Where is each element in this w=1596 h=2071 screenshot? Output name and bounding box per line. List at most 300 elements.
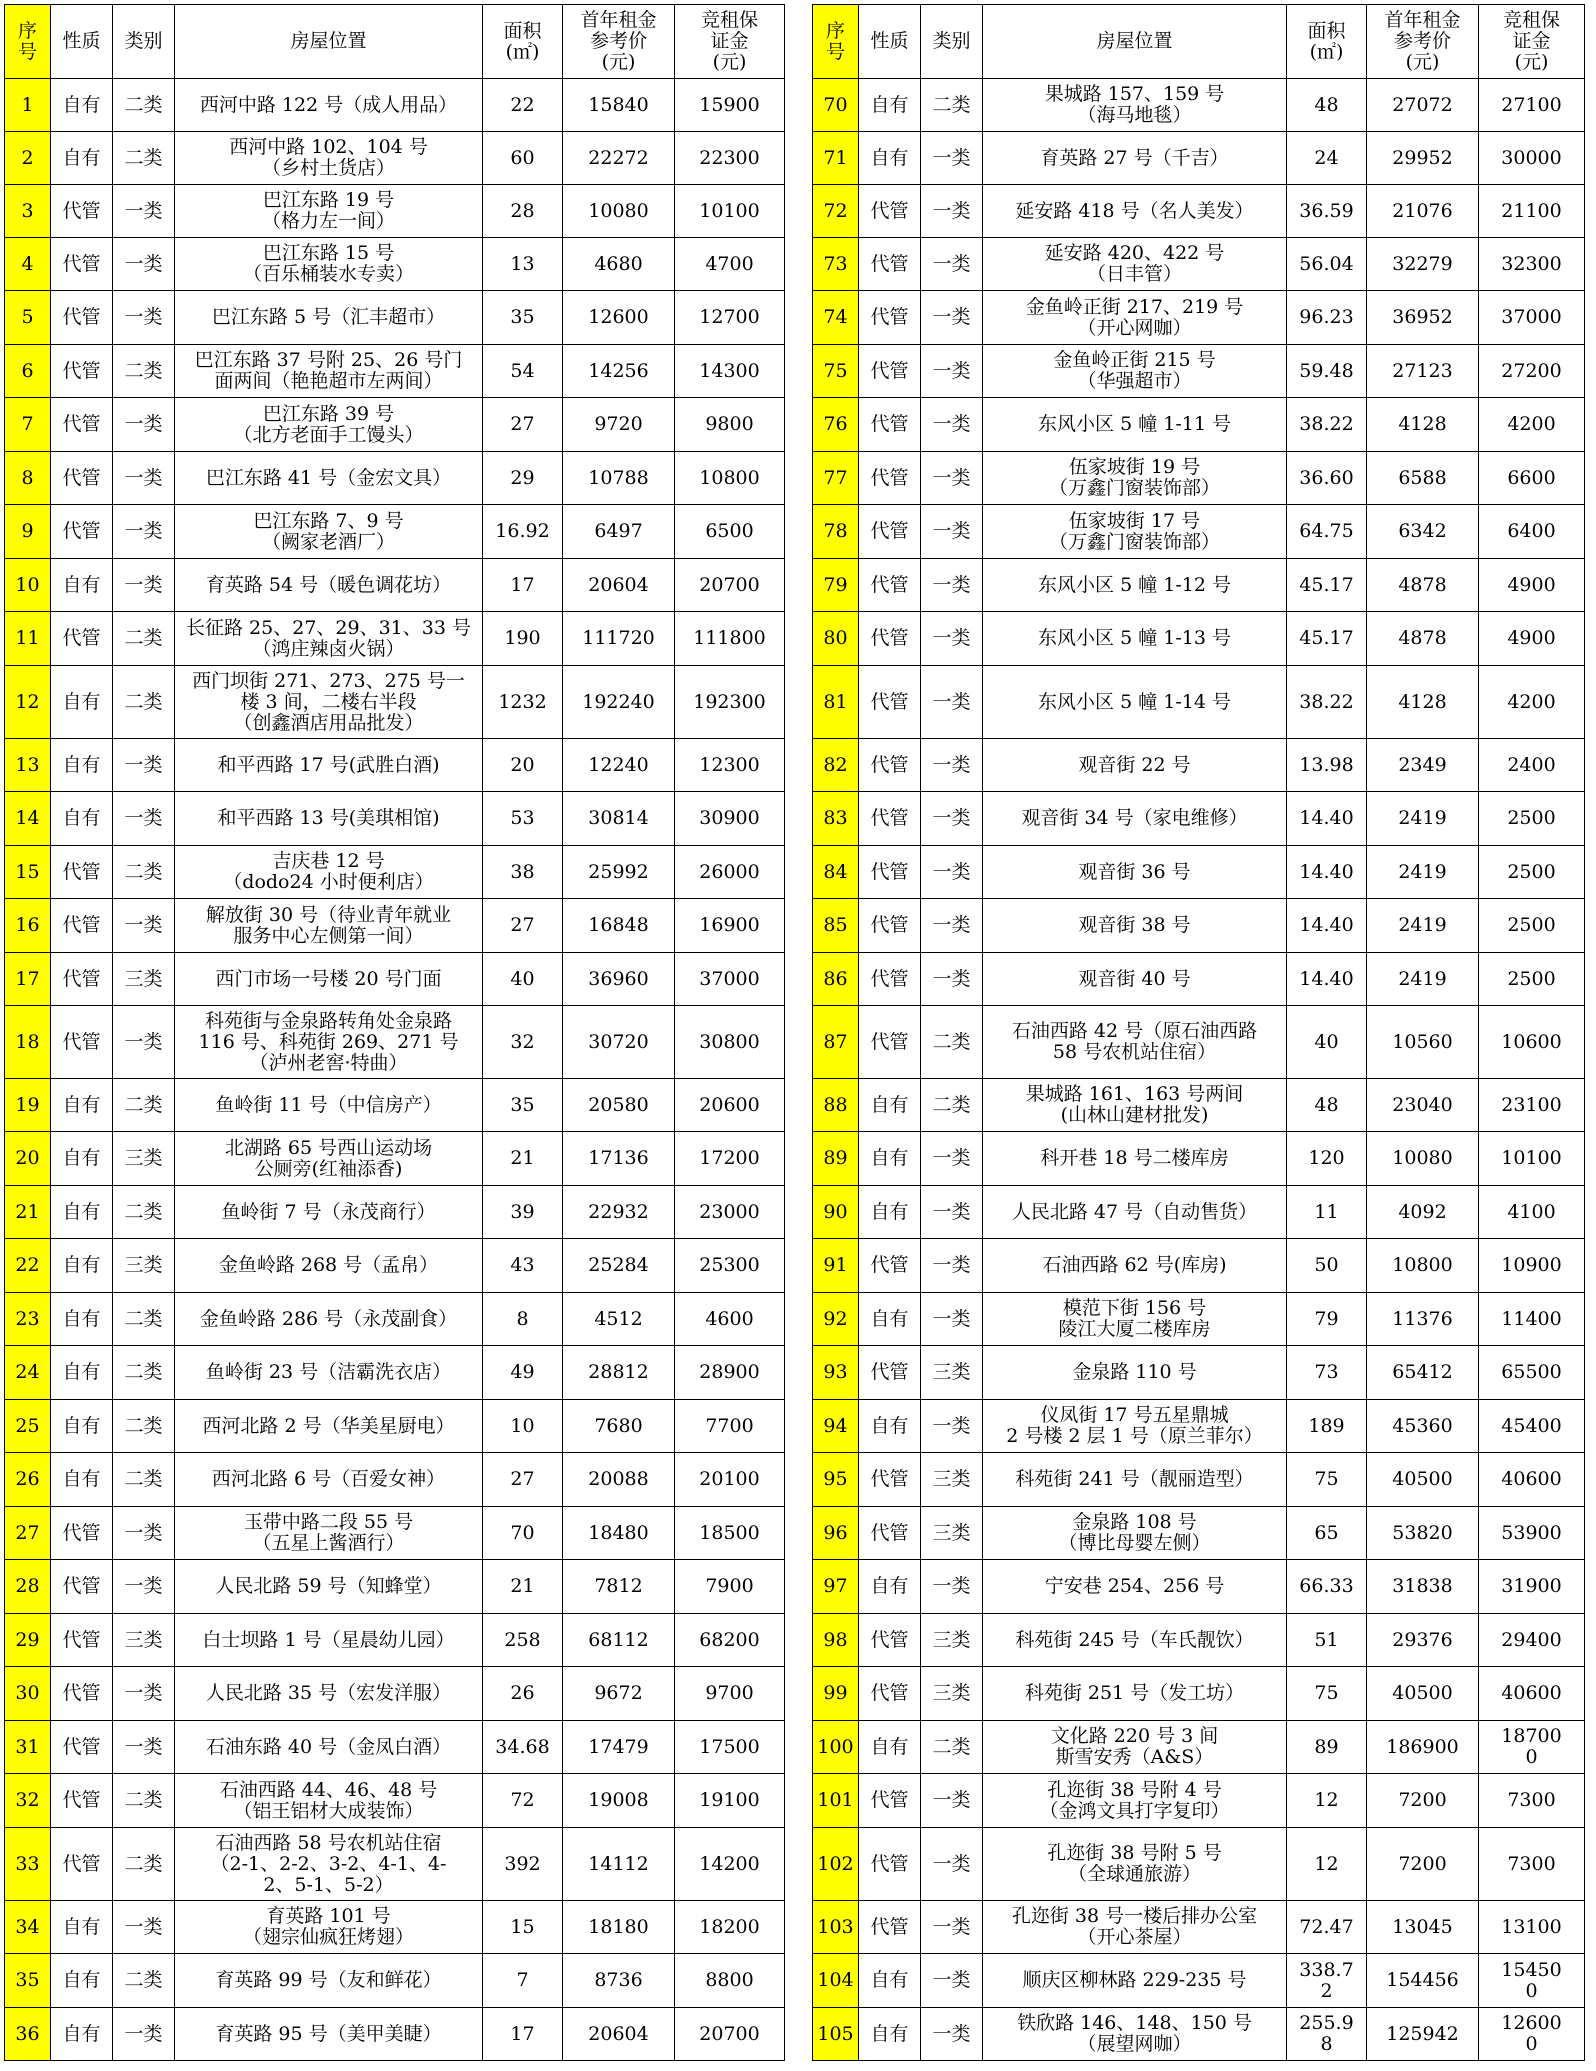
- table-row: [5, 452, 785, 505]
- cell-nature: [51, 666, 113, 739]
- cell-area: [1287, 1400, 1367, 1453]
- cell-category-text: 三类: [124, 967, 163, 990]
- cell-location-text: 科苑街 251 号（发工坊）: [1024, 1682, 1245, 1704]
- cell-area-text: 43: [510, 1254, 535, 1276]
- cell-area: [483, 345, 563, 398]
- cell-category-text: 二类: [124, 359, 163, 382]
- cell-seq-text: 5: [21, 306, 34, 328]
- cell-area-text: 34.68: [495, 1735, 550, 1758]
- cell-category: [921, 1400, 983, 1453]
- cell-area: [483, 1293, 563, 1346]
- cell-location: [175, 79, 483, 132]
- cell-rent-text: 27123: [1392, 359, 1453, 382]
- cell-area: [483, 1721, 563, 1774]
- rental-table-right: [812, 4, 1585, 2061]
- cell-category-text: 一类: [124, 573, 163, 596]
- cell-rent-text: 68112: [588, 1628, 649, 1651]
- cell-location: [983, 1453, 1287, 1507]
- cell-nature: [859, 846, 921, 899]
- cell-category: [113, 345, 175, 398]
- cell-nature: [51, 1901, 113, 1954]
- cell-deposit: [675, 79, 785, 132]
- cell-deposit: [1479, 1346, 1585, 1400]
- cell-deposit: [675, 291, 785, 345]
- cell-location-text: 育英路 101 号 （翅宗仙疯狂烤翅）: [242, 1905, 414, 1948]
- cell-location-text: 孔迩街 38 号一楼后排办公室 （开心茶屋）: [1011, 1905, 1258, 1948]
- cell-category-text: 二类: [124, 1307, 163, 1330]
- cell-area: [483, 953, 563, 1006]
- cell-area: [483, 238, 563, 291]
- cell-nature: [859, 953, 921, 1006]
- cell-deposit-text: 6500: [705, 520, 754, 542]
- cell-category: [113, 1614, 175, 1667]
- cell-rent: [1367, 1186, 1479, 1239]
- cell-category-text: 一类: [932, 413, 971, 435]
- cell-nature-text: 代管: [870, 359, 909, 382]
- cell-nature: [859, 1721, 921, 1774]
- cell-seq: [5, 291, 51, 345]
- cell-location: [175, 1721, 483, 1774]
- cell-category: [921, 1560, 983, 1614]
- cell-area: [483, 185, 563, 238]
- cell-deposit: [675, 1293, 785, 1346]
- cell-location: [983, 2008, 1287, 2061]
- cell-category-text: 一类: [932, 1789, 971, 1811]
- cell-rent: [563, 846, 675, 899]
- cell-nature-text: 自有: [62, 1200, 101, 1223]
- cell-seq: [5, 1079, 51, 1132]
- header-row: [813, 5, 1585, 79]
- cell-location: [983, 1293, 1287, 1346]
- cell-deposit: [1479, 1667, 1585, 1721]
- cell-area-text: 75: [1314, 1682, 1339, 1704]
- cell-category: [921, 1186, 983, 1239]
- cell-rent-text: 6588: [1398, 466, 1447, 489]
- cell-category: [113, 1954, 175, 2008]
- cell-rent: [563, 1560, 675, 1614]
- cell-location: [983, 1828, 1287, 1901]
- cell-category: [113, 1186, 175, 1239]
- cell-location-text: 巴江东路 41 号（金宏文具）: [205, 466, 452, 489]
- cell-seq-text: 89: [823, 1147, 848, 1169]
- cell-area: [483, 1079, 563, 1132]
- cell-location-text: 白士坝路 1 号（星晨幼儿园）: [202, 1628, 455, 1651]
- cell-nature: [859, 79, 921, 132]
- cell-deposit: [1479, 1721, 1585, 1774]
- cell-location-text: 金泉路 110 号: [1072, 1361, 1197, 1383]
- cell-seq: [5, 1828, 51, 1901]
- cell-deposit: [675, 452, 785, 505]
- cell-seq-text: 31: [15, 1735, 40, 1758]
- cell-seq: [813, 792, 859, 846]
- cell-deposit: [675, 1614, 785, 1667]
- cell-rent-text: 2419: [1398, 860, 1447, 883]
- table-row: [813, 1954, 1585, 2008]
- cell-nature-text: 自有: [870, 1575, 909, 1597]
- cell-nature: [859, 1006, 921, 1079]
- cell-rent-text: 4128: [1398, 690, 1447, 713]
- cell-deposit-text: 4100: [1507, 1200, 1556, 1223]
- cell-location: [983, 345, 1287, 398]
- cell-seq-text: 73: [823, 252, 848, 275]
- cell-location: [983, 1507, 1287, 1560]
- cell-seq: [813, 398, 859, 452]
- cell-location-text: 观音街 22 号: [1078, 753, 1191, 776]
- cell-nature: [51, 1079, 113, 1132]
- cell-rent-text: 186900: [1386, 1735, 1459, 1758]
- cell-location-text: 西门市场一号楼 20 号门面: [215, 967, 442, 990]
- cell-seq-text: 2: [21, 146, 34, 169]
- cell-location-text: 育英路 54 号（暖色调花坊）: [205, 573, 452, 596]
- cell-category: [921, 1079, 983, 1132]
- cell-nature: [51, 1346, 113, 1400]
- cell-category: [921, 1346, 983, 1400]
- cell-deposit: [1479, 2008, 1585, 2061]
- table-row: [813, 1293, 1585, 1346]
- cell-category-text: 一类: [932, 753, 971, 776]
- cell-rent-text: 25992: [588, 860, 649, 883]
- cell-seq-text: 36: [15, 2022, 40, 2045]
- cell-location: [175, 1293, 483, 1346]
- cell-nature-text: 自有: [870, 1200, 909, 1223]
- cell-category: [921, 846, 983, 899]
- cell-area: [1287, 1006, 1367, 1079]
- cell-rent-text: 17479: [588, 1735, 649, 1758]
- cell-location: [983, 953, 1287, 1006]
- cell-rent: [1367, 1667, 1479, 1721]
- cell-area: [1287, 1346, 1367, 1400]
- cell-area: [483, 1954, 563, 2008]
- cell-nature-text: 代管: [870, 1254, 909, 1276]
- cell-location: [175, 1560, 483, 1614]
- cell-category-text: 二类: [124, 146, 163, 169]
- cell-nature: [859, 1560, 921, 1614]
- cell-deposit: [1479, 1774, 1585, 1828]
- cell-area-text: 14.40: [1299, 860, 1354, 883]
- cell-seq-text: 13: [15, 753, 40, 776]
- cell-rent-text: 4680: [594, 252, 643, 275]
- table-row: [5, 1507, 785, 1560]
- cell-deposit-text: 32300: [1501, 252, 1562, 275]
- cell-area-text: 72.47: [1299, 1915, 1354, 1938]
- cell-category: [113, 1400, 175, 1453]
- cell-deposit: [1479, 1614, 1585, 1667]
- cell-rent: [563, 612, 675, 666]
- cell-nature: [859, 899, 921, 953]
- cell-seq: [813, 2008, 859, 2061]
- cell-rent-text: 22932: [588, 1200, 649, 1223]
- cell-deposit-text: 10800: [699, 466, 760, 489]
- cell-rent-text: 19008: [588, 1789, 649, 1811]
- cell-area-text: 48: [1314, 93, 1339, 116]
- cell-location: [983, 1721, 1287, 1774]
- cell-nature: [859, 1239, 921, 1293]
- cell-seq: [5, 345, 51, 398]
- cell-area: [1287, 1560, 1367, 1614]
- cell-nature-text: 自有: [870, 1147, 909, 1169]
- cell-area-text: 51: [1314, 1628, 1339, 1651]
- cell-rent-text: 10560: [1392, 1030, 1453, 1053]
- table-row: [5, 559, 785, 612]
- cell-seq: [5, 846, 51, 899]
- cell-deposit: [1479, 739, 1585, 792]
- cell-area: [483, 792, 563, 846]
- cell-location-text: 育英路 99 号（友和鲜花）: [215, 1969, 442, 1991]
- cell-rent: [1367, 398, 1479, 452]
- cell-location: [175, 1346, 483, 1400]
- cell-location-text: 和平西路 13 号(美琪相馆): [217, 807, 440, 829]
- cell-nature: [51, 345, 113, 398]
- cell-deposit-text: 12600 0: [1501, 2012, 1562, 2055]
- cell-rent: [563, 1079, 675, 1132]
- table-row: [5, 2008, 785, 2061]
- cell-rent-text: 31838: [1392, 1575, 1453, 1597]
- cell-location-text: 西门坝街 271、273、275 号一 楼 3 间，二楼右半段 （创鑫酒店用品批发）: [192, 669, 465, 734]
- table-row: [813, 1400, 1585, 1453]
- cell-seq: [5, 953, 51, 1006]
- table-row: [813, 899, 1585, 953]
- cell-rent-text: 4512: [594, 1307, 643, 1330]
- cell-seq: [813, 238, 859, 291]
- cell-nature: [859, 1453, 921, 1507]
- cell-category-text: 三类: [932, 1682, 971, 1704]
- cell-location: [175, 1453, 483, 1507]
- cell-rent: [1367, 1132, 1479, 1186]
- cell-nature-text: 自有: [62, 1307, 101, 1330]
- cell-category-text: 一类: [932, 914, 971, 936]
- cell-category-text: 二类: [124, 627, 163, 649]
- cell-category: [921, 666, 983, 739]
- cell-nature: [51, 291, 113, 345]
- table-row: [813, 505, 1585, 559]
- cell-rent-text: 11376: [1392, 1307, 1453, 1330]
- table-row: [5, 1560, 785, 1614]
- cell-location: [175, 291, 483, 345]
- cell-location: [175, 612, 483, 666]
- cell-seq-text: 32: [15, 1789, 40, 1811]
- cell-category-text: 一类: [932, 1852, 971, 1875]
- cell-area: [1287, 1954, 1367, 2008]
- cell-location: [983, 1774, 1287, 1828]
- table-row: [813, 185, 1585, 238]
- cell-location-text: 西河中路 102、104 号 （乡村土货店）: [229, 136, 428, 179]
- cell-category: [113, 1239, 175, 1293]
- cell-deposit-text: 30800: [699, 1030, 760, 1053]
- cell-seq-text: 6: [21, 359, 34, 382]
- cell-deposit-text: 45400: [1501, 1414, 1562, 1437]
- cell-nature: [859, 612, 921, 666]
- cell-rent-text: 30720: [588, 1030, 649, 1053]
- cell-category: [921, 452, 983, 505]
- cell-nature: [51, 739, 113, 792]
- cell-location-text: 金鱼岭正街 217、219 号 （开心网咖）: [1025, 295, 1244, 339]
- cell-rent: [563, 452, 675, 505]
- cell-category: [921, 739, 983, 792]
- cell-category: [113, 2008, 175, 2061]
- cell-seq-text: 81: [823, 690, 848, 713]
- cell-location: [983, 1614, 1287, 1667]
- cell-area-text: 48: [1314, 1093, 1339, 1116]
- cell-category-text: 二类: [124, 690, 163, 713]
- cell-area-text: 255.9 8: [1299, 2012, 1354, 2055]
- cell-category-text: 二类: [932, 1093, 971, 1116]
- cell-area-text: 66.33: [1299, 1575, 1354, 1597]
- cell-seq-text: 15: [15, 860, 40, 883]
- cell-rent: [1367, 238, 1479, 291]
- cell-location-text: 延安路 420、422 号 （日丰管）: [1044, 242, 1225, 285]
- cell-area-text: 79: [1314, 1307, 1339, 1330]
- table-row: [5, 792, 785, 846]
- cell-seq-text: 23: [15, 1307, 40, 1330]
- cell-rent-text: 7680: [594, 1414, 643, 1437]
- header-area: 面积 (㎡): [483, 5, 563, 79]
- cell-nature: [51, 1453, 113, 1507]
- cell-seq: [5, 1400, 51, 1453]
- cell-nature: [51, 846, 113, 899]
- cell-category: [921, 1774, 983, 1828]
- cell-deposit: [675, 1239, 785, 1293]
- cell-seq-text: 4: [21, 252, 34, 275]
- cell-seq: [5, 1132, 51, 1186]
- cell-rent-text: 20604: [588, 573, 649, 596]
- cell-seq-text: 17: [15, 967, 40, 990]
- cell-deposit-text: 2500: [1507, 914, 1556, 936]
- cell-location-text: 巴江东路 7、9 号 （阙家老酒厂）: [253, 509, 404, 553]
- cell-nature-text: 代管: [870, 199, 909, 222]
- cell-deposit-text: 40600: [1501, 1468, 1562, 1490]
- cell-nature-text: 代管: [62, 252, 101, 275]
- cell-category-text: 二类: [932, 1030, 971, 1053]
- cell-deposit-text: 9700: [705, 1682, 754, 1704]
- cell-rent: [563, 1400, 675, 1453]
- cell-area-text: 45.17: [1299, 573, 1354, 596]
- cell-nature: [51, 1560, 113, 1614]
- cell-category-text: 二类: [124, 1361, 163, 1383]
- cell-category-text: 三类: [124, 1628, 163, 1651]
- cell-location-text: 观音街 34 号（家电维修）: [1021, 807, 1248, 829]
- cell-area-text: 189: [1308, 1414, 1345, 1437]
- cell-seq-text: 26: [15, 1468, 40, 1490]
- cell-location: [175, 1006, 483, 1079]
- cell-location-text: 人民北路 59 号（知蜂堂）: [215, 1575, 442, 1597]
- cell-location-text: 鱼岭街 7 号（永茂商行）: [221, 1200, 436, 1223]
- cell-location: [175, 1901, 483, 1954]
- cell-area: [1287, 612, 1367, 666]
- cell-category-text: 一类: [124, 466, 163, 489]
- cell-rent-text: 154456: [1386, 1969, 1459, 1991]
- cell-area: [483, 666, 563, 739]
- cell-nature-text: 自有: [62, 690, 101, 713]
- cell-seq-text: 27: [15, 1521, 40, 1544]
- cell-location: [983, 1079, 1287, 1132]
- cell-nature-text: 代管: [870, 1682, 909, 1704]
- header-seq: 序 号: [813, 5, 859, 79]
- cell-location: [175, 1079, 483, 1132]
- cell-category-text: 一类: [932, 466, 971, 489]
- cell-area-text: 14.40: [1299, 807, 1354, 829]
- cell-deposit-text: 2500: [1507, 807, 1556, 829]
- cell-category: [921, 1132, 983, 1186]
- table-row: [5, 1774, 785, 1828]
- cell-area-text: 11: [1314, 1200, 1339, 1223]
- cell-category: [113, 1828, 175, 1901]
- cell-category: [113, 1293, 175, 1346]
- cell-rent: [1367, 132, 1479, 185]
- cell-nature: [859, 398, 921, 452]
- cell-rent-text: 7200: [1398, 1789, 1447, 1811]
- cell-nature-text: 代管: [870, 1852, 909, 1875]
- table-row: [813, 1507, 1585, 1560]
- cell-deposit-text: 30900: [699, 807, 760, 829]
- cell-rent: [563, 1006, 675, 1079]
- cell-rent: [563, 1186, 675, 1239]
- cell-deposit: [675, 1954, 785, 2008]
- cell-category: [921, 345, 983, 398]
- cell-location: [983, 1560, 1287, 1614]
- cell-location: [175, 1400, 483, 1453]
- cell-nature: [859, 1400, 921, 1453]
- cell-seq: [813, 1239, 859, 1293]
- cell-category-text: 二类: [124, 1200, 163, 1223]
- cell-area-text: 258: [504, 1628, 541, 1651]
- cell-area-text: 65: [1314, 1521, 1339, 1544]
- cell-location-text: 育英路 27 号（千吉）: [1040, 146, 1229, 169]
- cell-category: [921, 792, 983, 846]
- cell-area-text: 7: [516, 1969, 529, 1991]
- cell-seq: [813, 1667, 859, 1721]
- cell-rent-text: 9720: [594, 413, 643, 435]
- cell-category: [921, 238, 983, 291]
- cell-location: [983, 398, 1287, 452]
- cell-deposit-text: 7300: [1507, 1852, 1556, 1875]
- cell-category-text: 三类: [124, 1254, 163, 1276]
- cell-seq: [5, 1560, 51, 1614]
- table-row: [813, 1560, 1585, 1614]
- cell-category: [113, 846, 175, 899]
- cell-deposit: [675, 1901, 785, 1954]
- table-row: [5, 1901, 785, 1954]
- cell-area-text: 21: [510, 1147, 535, 1169]
- cell-rent: [563, 1239, 675, 1293]
- cell-seq-text: 1: [21, 93, 34, 116]
- cell-area: [483, 1006, 563, 1079]
- cell-nature-text: 代管: [870, 690, 909, 713]
- cell-rent-text: 4128: [1398, 413, 1447, 435]
- cell-area: [1287, 1293, 1367, 1346]
- cell-rent: [1367, 185, 1479, 238]
- cell-category: [921, 899, 983, 953]
- cell-rent: [563, 899, 675, 953]
- cell-deposit-text: 14200: [699, 1852, 760, 1875]
- cell-nature-text: 代管: [870, 627, 909, 649]
- cell-seq: [5, 132, 51, 185]
- table-row: [813, 1006, 1585, 1079]
- cell-category: [113, 899, 175, 953]
- cell-location: [175, 2008, 483, 2061]
- cell-area-text: 190: [504, 627, 541, 649]
- cell-rent-text: 12600: [588, 306, 649, 328]
- cell-category-text: 一类: [932, 306, 971, 328]
- cell-category-text: 二类: [124, 1852, 163, 1875]
- cell-seq: [813, 666, 859, 739]
- cell-deposit: [1479, 1132, 1585, 1186]
- cell-category-text: 一类: [124, 1915, 163, 1938]
- cell-nature-text: 自有: [62, 1361, 101, 1383]
- cell-category-text: 一类: [932, 252, 971, 275]
- cell-area: [483, 1453, 563, 1507]
- cell-deposit-text: 20600: [699, 1093, 760, 1116]
- cell-location: [983, 792, 1287, 846]
